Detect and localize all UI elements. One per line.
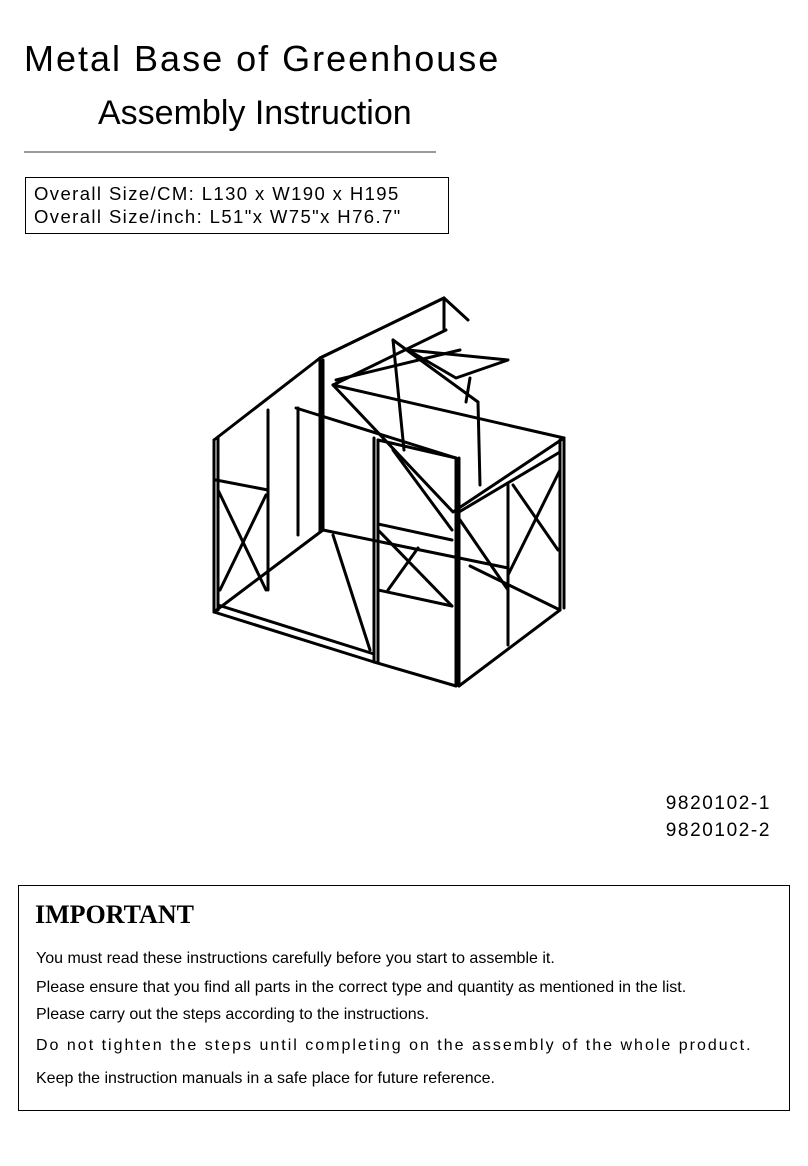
- instruction-item: Please carry out the steps according to the instructions.: [36, 1006, 430, 1023]
- title-divider: [24, 151, 436, 153]
- model-number: 9820102-2: [665, 820, 771, 841]
- instruction-item: Please ensure that you find all parts in the correct type and quantity as mentioned in the list.: [36, 979, 687, 996]
- model-numbers: [666, 790, 771, 844]
- page-title: Metal Base of Greenhouse: [24, 38, 501, 79]
- important-box: [18, 885, 790, 1111]
- page-subtitle: Assembly Instruction: [98, 94, 412, 132]
- overall-size-inch: Overall Size/inch: L51"x W75"x H76.7": [34, 206, 402, 227]
- overall-size-box: [25, 177, 449, 234]
- important-heading: IMPORTANT: [35, 900, 194, 929]
- instruction-item: Keep the instruction manuals in a safe place for future reference.: [36, 1070, 495, 1087]
- instruction-item: You must read these instructions carefully before you start to assemble it.: [36, 950, 555, 967]
- model-number: 9820102-1: [665, 793, 771, 814]
- overall-size-cm: Overall Size/CM: L130 x W190 x H195: [34, 183, 400, 204]
- instruction-item: Do not tighten the steps until completing on the assembly of the whole product.: [36, 1037, 753, 1054]
- greenhouse-illustration: [208, 290, 574, 690]
